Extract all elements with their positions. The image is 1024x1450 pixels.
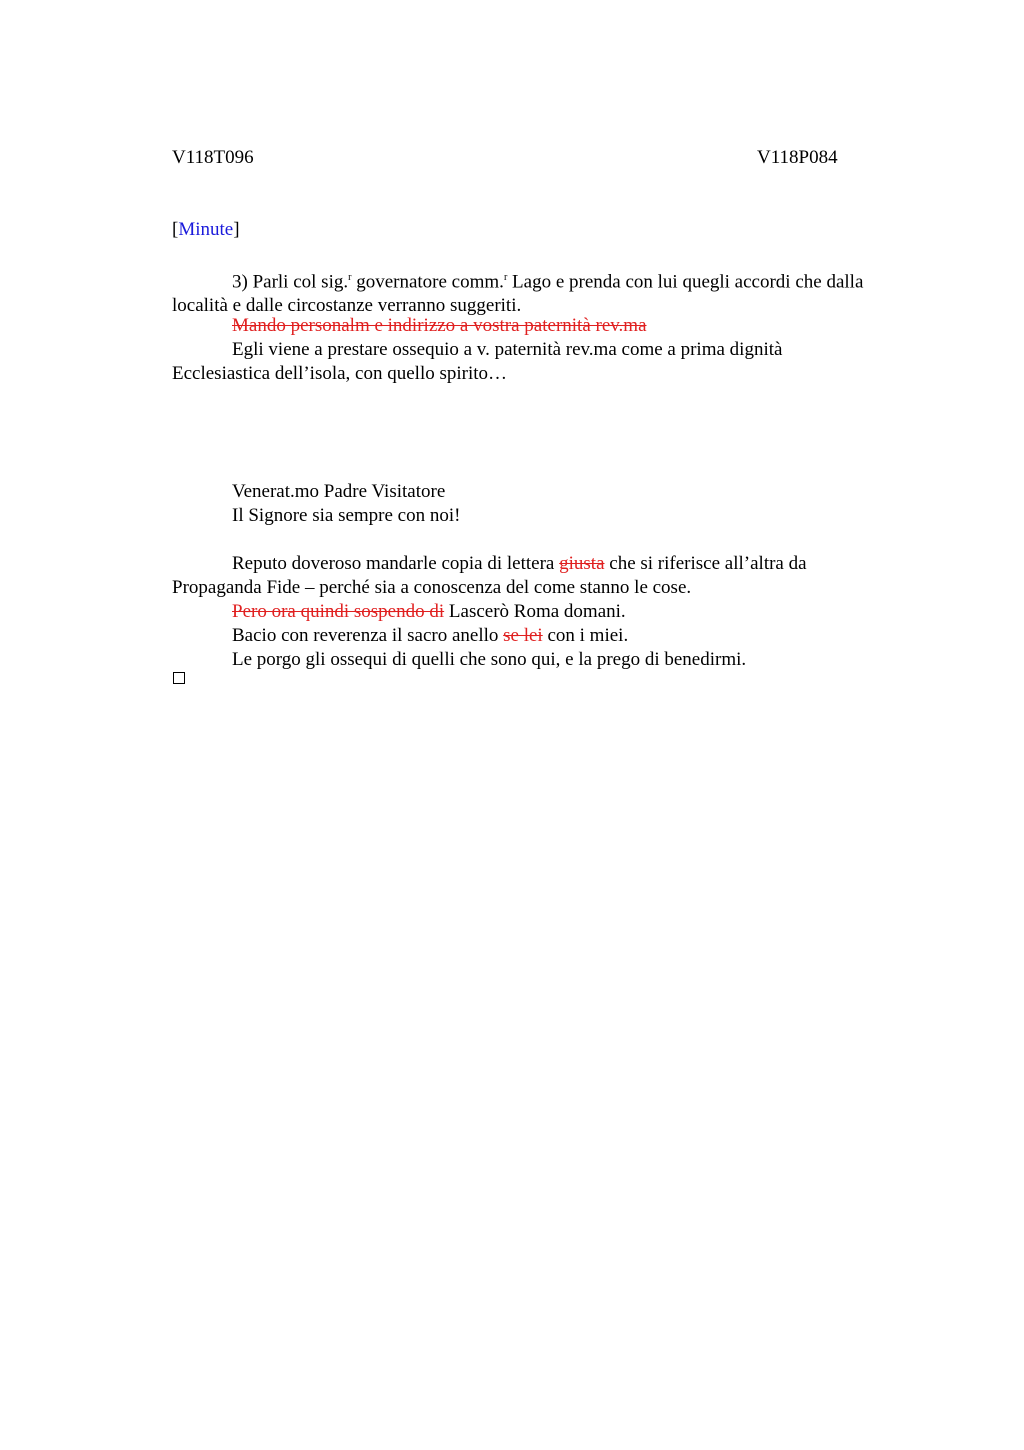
deleted-text: Mando personalm e indirizzo a vostra paternità rev.ma	[232, 315, 647, 336]
close-bracket: ]	[233, 219, 240, 240]
minute-p1-line1	[172, 266, 932, 294]
letter-p1-line2: Propaganda Fide – perché sia a conoscenza del come stanno le cose.	[172, 577, 692, 598]
letter-p3-text-b: con i miei.	[542, 625, 629, 646]
minute-paragraph-3	[172, 338, 932, 386]
letter-paragraph-1	[172, 552, 932, 600]
deleted-text: se lei	[503, 625, 543, 646]
p1-text-c: Lago e prenda con lui quegli accordi che dalla	[507, 271, 864, 293]
minute-deleted-line	[172, 314, 992, 338]
p1-superscript-1: r	[348, 272, 352, 283]
letter-paragraph-3	[172, 624, 992, 648]
minute-paragraph-1	[172, 266, 932, 318]
p1-superscript-2: r	[503, 272, 508, 283]
letter-paragraph-4: Le porgo gli ossequi di quelli che sono qui, e la prego di benedirmi.	[232, 649, 747, 670]
letter-salutation: Venerat.mo Padre Visitatore	[232, 481, 446, 502]
deleted-text: Pero ora quindi sospendo di	[232, 601, 445, 622]
letter-greeting: Il Signore sia sempre con noi!	[232, 505, 461, 526]
minute-label: Minute	[178, 219, 234, 240]
letter-p1-text-a: Reputo doveroso mandarle copia di lettera	[232, 553, 560, 574]
minute-p3-line1: Egli viene a prestare ossequio a v. paternità rev.ma come a prima dignità	[232, 339, 783, 360]
header-left-code: V118T096	[172, 147, 254, 168]
letter-p1-line1	[172, 552, 932, 576]
minute-p1-line2: località e dalle circostanze verranno suggeriti.	[172, 295, 522, 317]
checkbox-square-icon	[173, 672, 185, 684]
header-right-code: V118P084	[757, 147, 838, 168]
letter-p3-text-a: Bacio con reverenza il sacro anello	[232, 625, 504, 646]
letter-p1-text-b: che si riferisce all’altra da	[604, 553, 807, 574]
p1-text-a: 3) Parli col sig.	[232, 271, 349, 293]
minute-p3-line2: Ecclesiastica dell’isola, con quello spirito…	[172, 363, 508, 384]
letter-paragraph-2	[172, 600, 992, 624]
deleted-text: giusta	[559, 553, 605, 574]
letter-p2-text: Lascerò Roma domani.	[444, 601, 626, 622]
section-label	[172, 218, 240, 242]
p1-text-b: governatore comm.	[351, 271, 504, 293]
open-bracket: [	[172, 219, 179, 240]
